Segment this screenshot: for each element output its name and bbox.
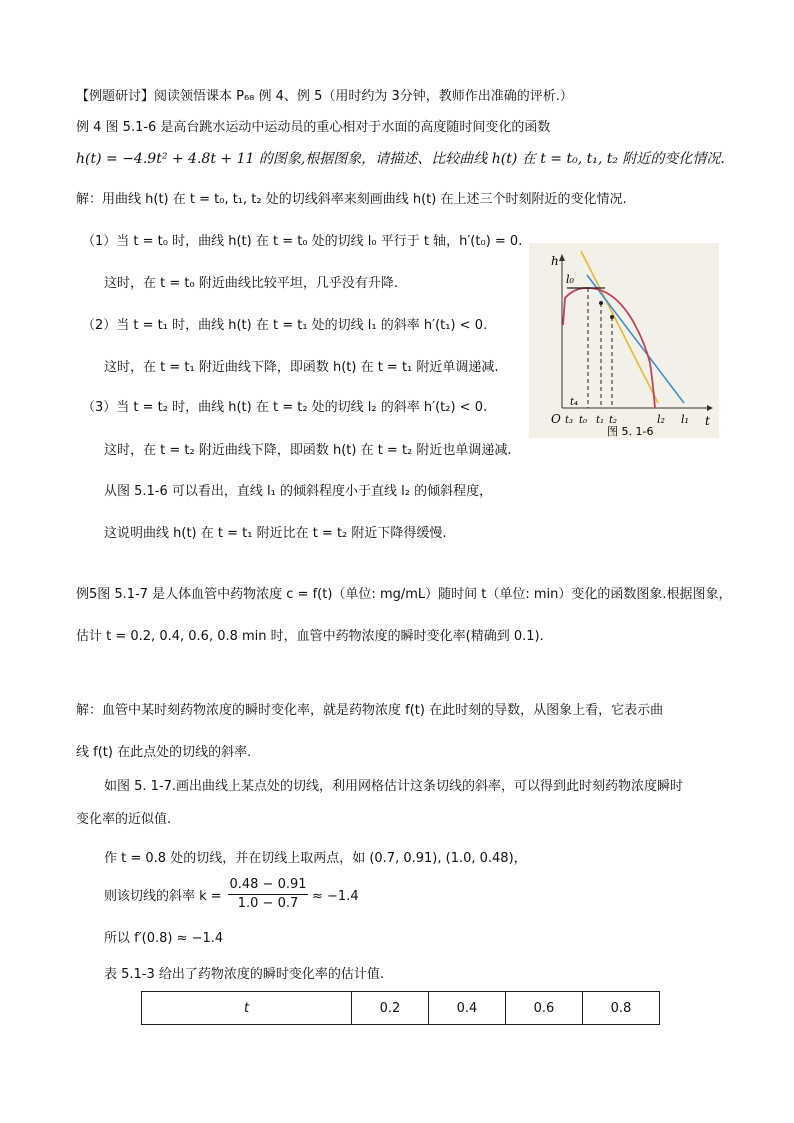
fraction-numerator: 0.48 − 0.91	[229, 877, 307, 892]
ex4-statement-line1: 例 4 图 5.1-6 是高台跳水运动中运动员的重心相对于水面的高度随时间变化的函数	[76, 120, 551, 135]
label-l1: l₁	[681, 413, 689, 426]
ex5-slope-prefix: 则该切线的斜率 k =	[104, 889, 222, 904]
figure-svg	[529, 243, 719, 438]
h-axis-arrow	[559, 254, 565, 261]
ex4-point1: （1）当 t = t₀ 时，曲线 h(t) 在 t = t₀ 处的切线 l₀ 平行于 t 轴，h′(t₀) = 0.	[82, 234, 523, 249]
ex5-table-intro: 表 5.1-3 给出了药物浓度的瞬时变化率的估计值.	[104, 967, 385, 982]
label-t1: t₁	[596, 415, 605, 426]
ex5-tangent-method-cont: 变化率的近似值.	[76, 812, 172, 827]
ex5-solution-line2: 线 f(t) 在此点处的切线的斜率.	[76, 745, 252, 760]
label-t3: t₃	[565, 415, 574, 426]
point-t2	[610, 315, 614, 319]
table-cell: 0.4	[429, 992, 506, 1025]
ex4-solution-intro: 解：用曲线 h(t) 在 t = t₀, t₁, t₂ 处的切线斜率来刻画曲线 h(t) 在上述三个时刻附近的变化情况.	[76, 192, 627, 207]
label-t0: t₀	[579, 415, 588, 426]
label-l0: l₀	[566, 273, 574, 286]
label-t: t	[705, 414, 710, 428]
figure-5-1-6	[529, 243, 719, 438]
ex5-derivative-estimate: 所以 f′(0.8) ≈ −1.4	[104, 931, 224, 946]
ex5-tangent-points: 作 t = 0.8 处的切线，并在切线上取两点，如 (0.7, 0.91), (1.0, 0.48)，	[104, 851, 527, 866]
ex4-comparison: 从图 5.1-6 可以看出，直线 l₁ 的倾斜程度小于直线 l₂ 的倾斜程度，	[104, 484, 493, 499]
figure-caption: 图 5. 1-6	[607, 425, 654, 438]
point-t1	[599, 301, 603, 305]
label-t2: t₂	[609, 415, 618, 426]
table-cell-t: t	[142, 992, 352, 1025]
ex5-statement-line1: 例5图 5.1-7 是人体血管中药物浓度 c = f(t)（单位: mg/mL）随时间 t（单位: min）变化的函数图象.根据图象，	[76, 587, 732, 602]
table-row	[142, 992, 660, 1025]
label-l2: l₂	[657, 413, 665, 426]
ex5-solution-line1: 解：血管中某时刻药物浓度的瞬时变化率，就是药物浓度 f(t) 在此时刻的导数，从图象上看，它表示曲	[76, 703, 664, 718]
ex4-point3-detail: 这时，在 t = t₂ 附近曲线下降，即函数 h(t) 在 t = t₂ 附近也单调递减.	[104, 443, 512, 458]
label-origin: O	[551, 412, 561, 426]
fraction-denominator: 1.0 − 0.7	[228, 894, 308, 913]
t-axis-arrow	[707, 405, 713, 411]
ex4-point2: （2）当 t = t₁ 时，曲线 h(t) 在 t = t₁ 处的切线 l₁ 的斜率 h′(t₁) < 0.	[82, 318, 488, 333]
ex5-slope-fraction	[228, 876, 308, 913]
tangent-l2	[581, 251, 658, 403]
ex4-point2-detail: 这时，在 t = t₁ 附近曲线下降，即函数 h(t) 在 t = t₁ 附近单调递减.	[104, 360, 499, 375]
table-cell: 0.8	[583, 992, 660, 1025]
table-cell: 0.2	[352, 992, 429, 1025]
ex4-statement-line2: h(t) = −4.9t² + 4.8t + 11 的图象,根据图象，请描述、比较曲线 h(t) 在 t = t₀, t₁, t₂ 附近的变化情况.	[76, 151, 725, 167]
ex5-slope-result: ≈ −1.4	[312, 889, 359, 904]
ex4-point1-detail: 这时，在 t = t₀ 附近曲线比较平坦，几乎没有升降.	[104, 276, 398, 291]
label-t4: t₄	[570, 397, 579, 408]
ex5-tangent-method: 如图 5. 1-7.画出曲线上某点处的切线，利用网格估计这条切线的斜率，可以得到此时刻药物浓度瞬时	[104, 779, 684, 794]
table-cell: 0.6	[506, 992, 583, 1025]
label-h: h	[551, 254, 559, 268]
ex5-statement-line2: 估计 t = 0.2, 0.4, 0.6, 0.8 min 时，血管中药物浓度的瞬时变化率(精确到 0.1).	[76, 629, 544, 644]
table-5-1-3	[141, 991, 660, 1025]
ex4-point3: （3）当 t = t₂ 时，曲线 h(t) 在 t = t₂ 处的切线 l₂ 的斜率 h′(t₂) < 0.	[82, 400, 488, 415]
tangent-l1	[587, 275, 684, 403]
section-header: 【例题研讨】阅读领悟课本 P₆₈ 例 4、例 5（用时约为 3分钟，教师作出准确的评析.）	[76, 89, 573, 104]
ex4-conclusion: 这说明曲线 h(t) 在 t = t₁ 附近比在 t = t₂ 附近下降得缓慢.	[104, 526, 447, 541]
